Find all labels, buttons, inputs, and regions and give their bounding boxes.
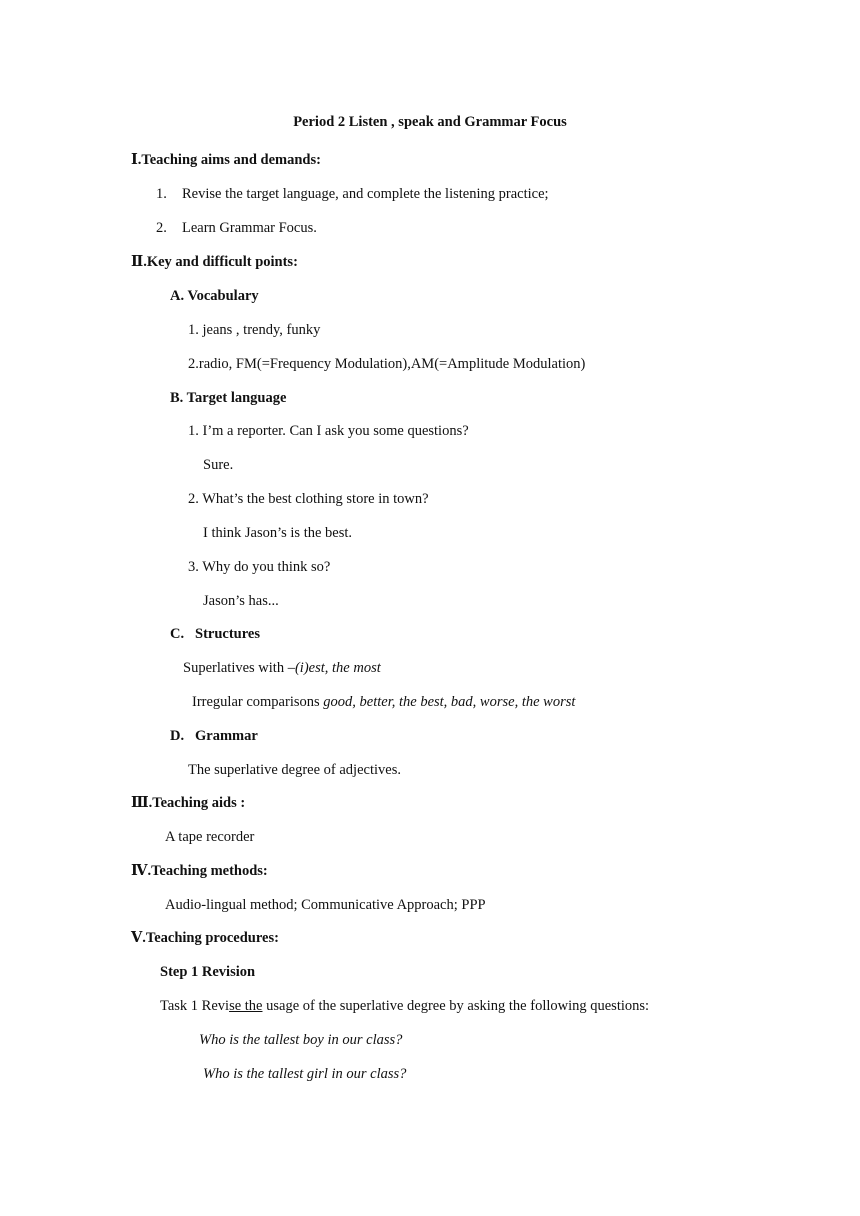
structures-line-2-italic: good, better, the best, bad, worse, the worst bbox=[323, 694, 576, 710]
aim-2-text: Learn Grammar Focus. bbox=[182, 220, 317, 236]
grammar-heading: Grammar bbox=[195, 728, 258, 744]
vocabulary-heading: A. Vocabulary bbox=[170, 288, 259, 304]
question-2: Who is the tallest girl in our class? bbox=[203, 1066, 407, 1082]
task-1-text-b: usage of the superlative degree by asking the following questions: bbox=[262, 998, 650, 1014]
structures-line-1-italic: –(i)est, the most bbox=[287, 660, 381, 676]
vocabulary-line-1: 1. jeans , trendy, funky bbox=[188, 322, 321, 338]
task-1-text-a: Task 1 Revi bbox=[160, 998, 230, 1014]
structures-letter: C. bbox=[170, 626, 185, 642]
target-language-heading: B. Target language bbox=[170, 390, 287, 406]
aim-1-text: Revise the target language, and complete the listening practice; bbox=[182, 186, 549, 202]
grammar-letter: D. bbox=[170, 728, 185, 744]
grammar-line: The superlative degree of adjectives. bbox=[188, 762, 401, 778]
target-answer-2: I think Jason’s is the best. bbox=[203, 525, 353, 541]
structures-line-1 bbox=[183, 659, 381, 677]
target-answer-3: Jason’s has... bbox=[203, 593, 279, 609]
aim-2-number: 2. bbox=[156, 220, 167, 236]
structures-heading: Structures bbox=[195, 626, 260, 642]
structures-line-1-prefix: Superlatives with bbox=[183, 660, 288, 676]
task-1-text-underlined: se the bbox=[229, 998, 263, 1014]
aim-1-number: 1. bbox=[156, 186, 167, 202]
vocabulary-line-2: 2.radio, FM(=Frequency Modulation),AM(=Amplitude Modulation) bbox=[188, 356, 586, 372]
step-1-heading: Step 1 Revision bbox=[160, 964, 256, 980]
structures-line-2-prefix: Irregular comparisons bbox=[192, 694, 324, 710]
target-answer-1: Sure. bbox=[203, 457, 234, 473]
target-question-2: 2. What’s the best clothing store in town? bbox=[188, 491, 429, 507]
task-1-line bbox=[160, 997, 649, 1015]
section-2-heading: Ⅱ.Key and difficult points: bbox=[131, 254, 298, 270]
section-4-heading: Ⅳ.Teaching methods: bbox=[131, 863, 268, 879]
page-title: Period 2 Listen , speak and Grammar Focus bbox=[293, 114, 567, 130]
section-1-heading: Ⅰ.Teaching aims and demands: bbox=[131, 152, 321, 168]
section-3-heading: Ⅲ.Teaching aids : bbox=[131, 795, 246, 811]
target-question-3: 3. Why do you think so? bbox=[188, 559, 331, 575]
question-1: Who is the tallest boy in our class? bbox=[199, 1032, 403, 1048]
target-question-1: 1. I’m a reporter. Can I ask you some questions? bbox=[188, 423, 469, 439]
section-5-heading: Ⅴ.Teaching procedures: bbox=[131, 930, 279, 946]
teaching-methods-text: Audio-lingual method; Communicative Approach; PPP bbox=[165, 897, 486, 913]
teaching-aids-text: A tape recorder bbox=[165, 829, 255, 845]
structures-line-2 bbox=[192, 693, 575, 711]
